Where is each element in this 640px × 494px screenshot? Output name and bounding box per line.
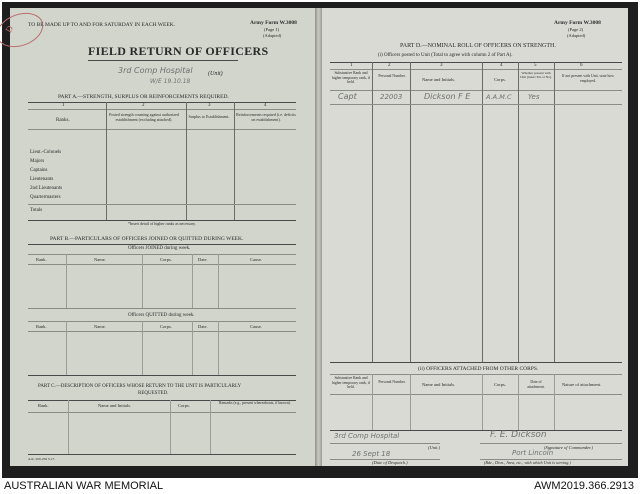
col-num-3: 3 [440,63,443,68]
attached-header-date: Date of attachment. [527,380,545,389]
unit-line [330,443,440,444]
dispatch-label: (Date of Despatch.) [372,460,408,465]
rank-row-label: Majors [30,159,45,164]
joined-title-rule [28,254,296,255]
pc-header-rank: Rank. [38,403,49,408]
form-page-2 [322,8,628,466]
part-d-num-rule [330,69,622,70]
part-d-title: PART D.—NOMINAL ROLL OF OFFICERS ON STRENGTH. [400,43,556,49]
header-reinforcements: Reinforcements required (i.e. deficits on establishment). [236,112,296,122]
quitted-title: Officers QUITTED during week. [128,313,195,318]
form-title: FIELD RETURN OF OFFICERS [88,44,269,58]
joined-bottom-rule [28,308,296,309]
rank-row-label: 2nd Lieutenants [30,186,63,191]
form-adapted: (Adapted) [567,33,586,38]
archive-reference: AWM2019.366.2913 [534,480,634,492]
quitted-vline-4 [218,321,219,375]
title-underline [88,60,238,61]
header-present: Whether present with Unit (insert Yes or No). [520,71,552,79]
attached-header-rank: Substantive Rank and higher temporary rank, if held. [331,376,371,389]
part-b-title: PART B.—PARTICULARS OF OFFICERS JOINED OR QUITTED DURING WEEK. [50,236,244,242]
col-num-1: 1 [62,103,65,108]
col-num-4: 4 [264,103,267,108]
part-d-subtitle: (i) Officers posted to Unit (Total to agree with column 2 of Part A). [378,53,513,58]
part-a-header-rule [28,129,296,130]
handwritten-rank: Capt [338,92,357,101]
handwritten-number: 22003 [380,93,403,101]
part-b-top-rule [28,244,296,245]
part-a-col-num-rule [28,109,296,110]
attached-header-corps: Corps. [494,382,506,387]
footer-unit-label: (Unit.) [428,445,441,450]
print-code: A.R. 200-250 S.15 [28,457,55,461]
quitted-vline-1 [66,321,67,375]
header-surplus: Surplus to Establishment. [188,114,230,119]
handwritten-name: Dickson F E [424,92,471,101]
handwritten-present: Yes [528,93,540,101]
part-a-vline-3 [234,102,235,220]
part-d-header-rule [330,90,622,91]
handwritten-footer-unit: 3rd Comp Hospital [334,432,400,440]
joined-header-name: Name. [94,257,106,262]
attached-title: (ii) OFFICERS ATTACHED FROM OTHER CORPS. [418,366,539,372]
handwritten-signature: F. E. Dickson [490,430,547,440]
rank-row-label: Captains [30,168,48,173]
joined-vline-2 [142,254,143,308]
part-b-bottom-rule [28,375,296,376]
pc-header-corps: Corps. [178,403,190,408]
part-d-vline-3 [482,62,483,362]
quitted-vline-3 [192,321,193,375]
header-instruction: TO BE MADE UP TO AND FOR SATURDAY IN EACH WEEK. [28,22,176,28]
part-d-vline-2 [410,62,411,362]
header-name: Name and Initials. [422,77,456,82]
form-adapted: (Adapted) [263,33,282,38]
attached-vline-3 [482,374,483,430]
signature-label: (Signature of Commander.) [544,445,593,450]
handwritten-date: W/E 19.10.18 [150,78,191,85]
joined-vline-3 [192,254,193,308]
col-num-3: 3 [208,103,211,108]
part-c-bottom-rule [28,454,296,455]
handwritten-corps: A.A.M.C [486,93,512,101]
nominal-row-rule [330,104,622,105]
form-page: (Page 2) [568,27,584,32]
col-num-2: 2 [142,103,145,108]
part-a-title: PART A.—STRENGTH, SURPLUS OR REINFORCEMENTS REQUIRED. [58,94,229,100]
form-id: Army Form W.3008 [554,20,601,26]
form-page: (Page 1) [264,27,280,32]
joined-title: Officers JOINED during week. [128,246,191,251]
rank-row-label: Lieut.-Colonels [30,150,62,155]
attached-vline-5 [554,374,555,430]
handwritten-unit: 3rd Comp Hospital [118,66,193,75]
quitted-header-corps: Corps. [160,324,172,329]
unit-label: (Unit) [208,71,223,77]
part-a-totals-rule [28,204,296,205]
part-c-vline-3 [210,400,211,454]
part-c-title-line-2: REQUESTED. [138,391,169,396]
quitted-header-date: Date. [198,324,208,329]
stamp-text: D [3,23,16,35]
joined-vline-1 [66,254,67,308]
header-employment: If not present with Unit, state how employed. [562,74,614,83]
quitted-header-name: Name. [94,324,106,329]
quitted-title-rule [28,321,296,322]
header-posted: Posted strength counting against authorized establishment (excluding attached). [109,112,179,122]
form-page-1 [3,8,315,466]
totals-label: Totals [30,208,43,213]
part-d-bottom-rule [330,362,622,363]
col-num-4: 4 [500,63,503,68]
attached-header-nature: Nature of attachment. [562,382,602,387]
archive-footer [0,478,640,494]
attached-vline-4 [518,374,519,430]
part-c-title-line-1: PART C.—DESCRIPTION OF OFFICERS WHOSE RETURN TO THE UNIT IS PARTICULARLY [38,384,242,389]
joined-header-cause: Cause. [250,257,263,262]
rank-row-label: Quartermasters [30,195,61,200]
handwritten-dispatch-date: 26 Sept 18 [352,450,391,458]
col-num-6: 6 [580,63,583,68]
rank-row-label: Lieutenants [30,177,54,182]
archive-name: AUSTRALIAN WAR MEMORIAL [4,480,164,492]
part-a-top-rule [28,102,296,103]
joined-vline-4 [218,254,219,308]
col-num-1: 1 [350,63,353,68]
col-num-5: 5 [534,63,537,68]
part-c-vline-2 [170,400,171,454]
signature-line [480,443,622,444]
joined-header-date: Date. [198,257,208,262]
attached-bottom-rule [330,430,622,431]
part-d-vline-4 [518,62,519,362]
pc-header-remarks: Remarks (e.g., present whereabouts, if known). [219,401,291,405]
part-a-vline-2 [186,102,187,220]
attached-vline-2 [410,374,411,430]
attached-vline-1 [372,374,373,430]
page-fold [315,8,322,466]
part-d-vline-1 [372,62,373,362]
attached-header-rule [330,394,622,395]
header-personal-number: Personal Number. [378,74,406,78]
part-c-vline-1 [68,400,69,454]
quitted-header-rank: Rank. [36,324,47,329]
pc-header-name: Name and Initials. [98,403,132,408]
joined-header-rank: Rank. [36,257,47,262]
joined-header-rule [28,264,296,265]
form-id: Army Form W.3008 [250,20,297,26]
header-ranks: Ranks. [56,118,70,123]
attached-title-rule [330,374,622,375]
attached-header-number: Personal Number. [378,380,406,384]
quitted-vline-2 [142,321,143,375]
attached-header-name: Name and Initials. [422,382,456,387]
part-a-vline-1 [106,102,107,220]
joined-header-corps: Corps. [160,257,172,262]
part-d-vline-5 [554,62,555,362]
quitted-header-rule [28,331,296,332]
part-a-footnote: *Insert detail of higher ranks as necessary. [128,221,196,226]
location-label: (Bde., Divn., Area, etc., with which Unit is serving.) [484,460,571,465]
header-rank: Substantive Rank and higher temporary rank, if held. [331,71,371,84]
handwritten-location: Port Lincoln [512,449,554,457]
header-corps: Corps. [494,77,506,82]
col-num-2: 2 [388,63,391,68]
part-d-top-rule [330,62,622,63]
quitted-header-cause: Cause. [250,324,263,329]
